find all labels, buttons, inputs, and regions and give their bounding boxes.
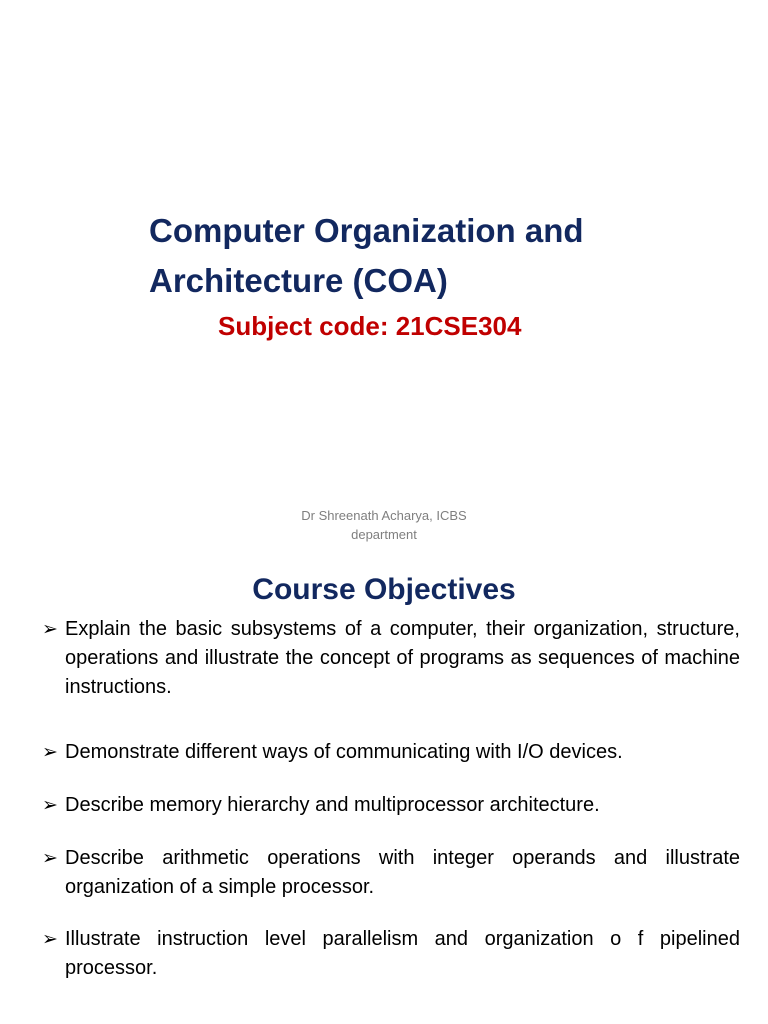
objective-item	[42, 615, 740, 702]
objective-text: Illustrate instruction level parallelism and organization o f pipelined processor.	[65, 928, 740, 979]
arrow-bullet-icon: ➢	[42, 848, 58, 869]
objective-text: Describe memory hierarchy and multiprocessor architecture.	[65, 794, 600, 816]
author-department: department	[351, 527, 417, 542]
objective-item	[42, 738, 740, 767]
objective-item	[42, 791, 740, 820]
arrow-bullet-icon: ➢	[42, 742, 58, 763]
arrow-bullet-icon: ➢	[42, 929, 58, 950]
objective-item	[42, 844, 740, 902]
objective-text: Explain the basic subsystems of a computer, their organization, structure, operations and illustrate the concept of programs as sequences of machine instructions.	[65, 618, 740, 698]
objective-text: Demonstrate different ways of communicating with I/O devices.	[65, 741, 623, 763]
arrow-bullet-icon: ➢	[42, 619, 58, 640]
author-credit	[234, 506, 534, 544]
author-name: Dr Shreenath Acharya, ICBS	[301, 508, 467, 523]
objectives-slide	[0, 556, 768, 1024]
arrow-bullet-icon: ➢	[42, 795, 58, 816]
subject-code: Subject code: 21CSE304	[218, 311, 522, 341]
objective-item	[42, 925, 740, 983]
objectives-heading: Course Objectives	[252, 573, 516, 606]
objective-text: Describe arithmetic operations with integer operands and illustrate organization of a simple processor.	[65, 847, 740, 898]
objectives-list	[42, 615, 740, 983]
course-title: Computer Organization and Architecture (COA)	[149, 212, 584, 299]
